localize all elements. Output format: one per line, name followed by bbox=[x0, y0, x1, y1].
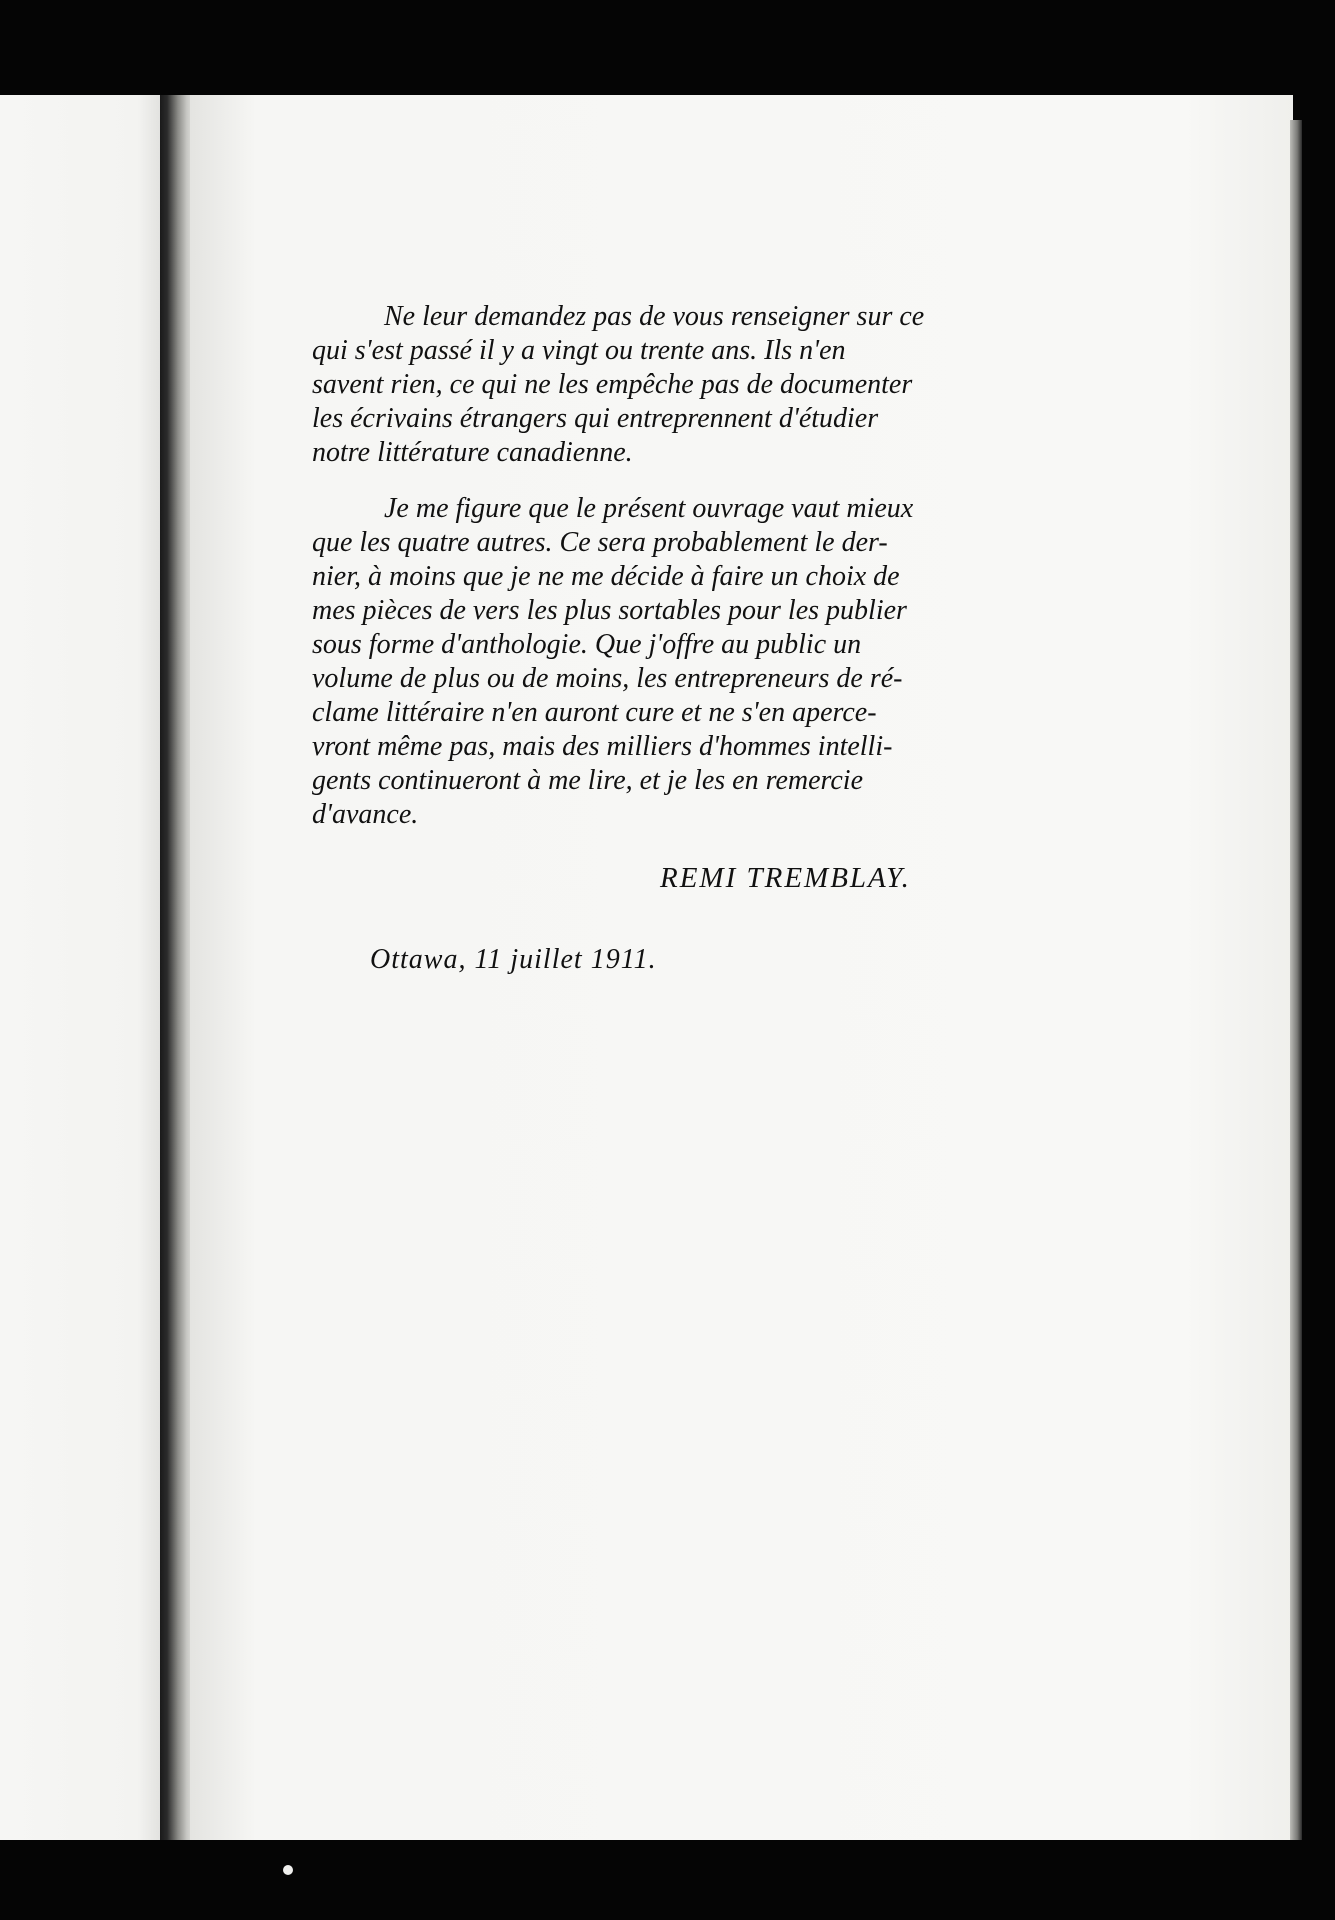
text-line: savent rien, ce qui ne les empêche pas de documenter bbox=[312, 369, 913, 400]
scan-speck bbox=[283, 1865, 293, 1875]
text-line: notre littérature canadienne. bbox=[312, 437, 633, 468]
text-line: nier, à moins que je ne me décide à faire un choix de bbox=[312, 561, 900, 592]
paragraph-2 bbox=[312, 492, 1142, 832]
text-line: d'avance. bbox=[312, 799, 419, 830]
text-line: mes pièces de vers les plus sortables pour les publier bbox=[312, 595, 907, 626]
page-edge-shadow bbox=[1290, 120, 1302, 1840]
text-line: Je me figure que le présent ouvrage vaut mieux bbox=[384, 493, 914, 524]
text-line: Ne leur demandez pas de vous renseigner sur ce bbox=[384, 301, 925, 332]
text-line: clame littéraire n'en auront cure et ne s'en aperce- bbox=[312, 697, 877, 728]
body-text bbox=[312, 300, 1142, 832]
text-line: les écrivains étrangers qui entreprennent d'étudier bbox=[312, 403, 879, 434]
left-page-margin bbox=[0, 95, 172, 1840]
text-line: qui s'est passé il y a vingt ou trente ans. Ils n'en bbox=[312, 335, 846, 366]
text-line: gents continueront à me lire, et je les en remercie bbox=[312, 765, 864, 796]
text-line: volume de plus ou de moins, les entrepreneurs de ré- bbox=[312, 663, 903, 694]
text-line: que les quatre autres. Ce sera probablement le der- bbox=[312, 527, 888, 558]
text-line: vront même pas, mais des milliers d'hommes intelli- bbox=[312, 731, 893, 762]
author-signature: REMI TREMBLAY. bbox=[660, 862, 911, 894]
paragraph-1 bbox=[312, 300, 1142, 470]
place-date-line: Ottawa, 11 juillet 1911. bbox=[370, 944, 657, 975]
text-line: sous forme d'anthologie. Que j'offre au public un bbox=[312, 629, 862, 660]
